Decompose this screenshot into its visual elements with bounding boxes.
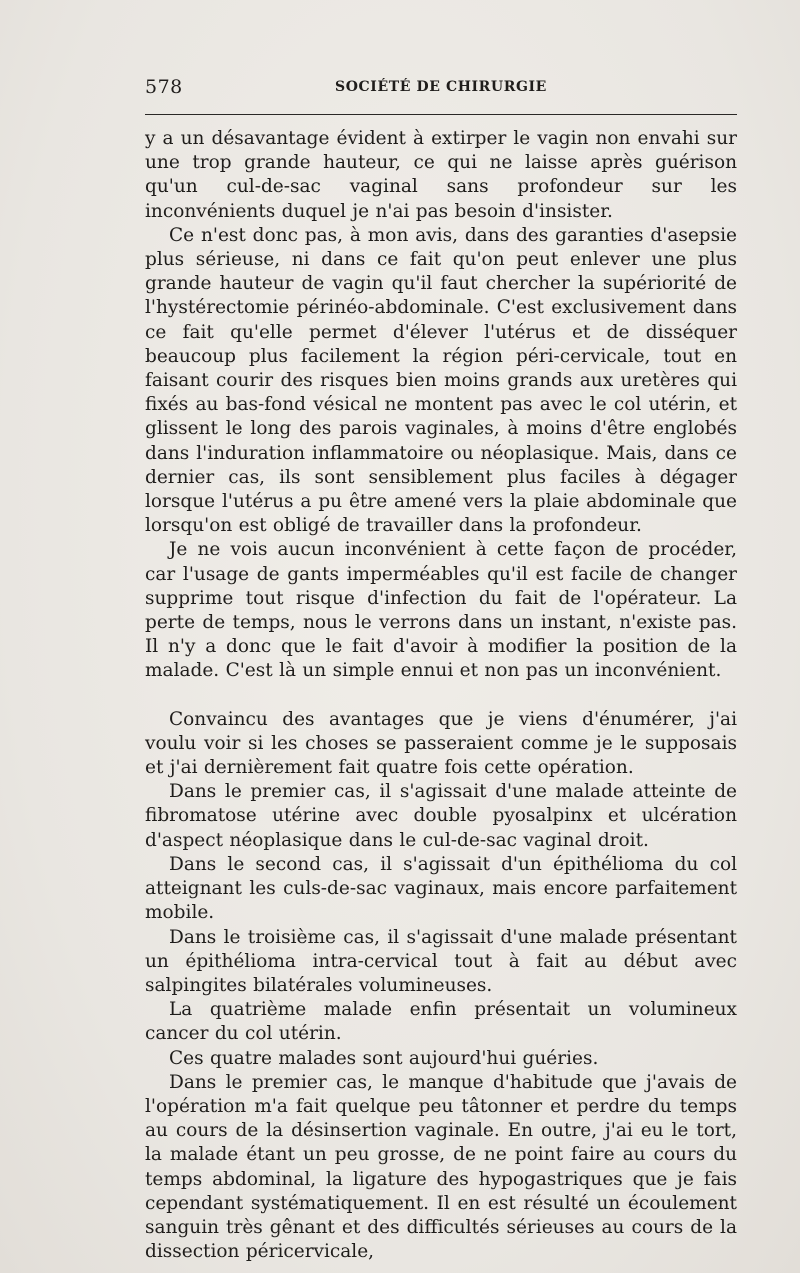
header-rule — [145, 114, 737, 115]
paragraph: Dans le premier cas, il s'agissait d'une malade atteinte de fibromatose utérine avec double pyosalpinx et ulcération d'aspect néoplasique dans le cul-de-sac vaginal droit. — [145, 781, 737, 851]
page-number: 578 — [145, 76, 183, 98]
body-text — [145, 127, 737, 1264]
paragraph: Ces quatre malades sont aujourd'hui guéries. — [169, 1047, 599, 1069]
paragraph: Convaincu des avantages que je viens d'énumérer, j'ai voulu voir si les choses se passeraient comme je le supposais et j'ai dernièrement fait quatre fois cette opération. — [145, 708, 737, 779]
paragraph: Ce n'est donc pas, à mon avis, dans des garanties d'asepsie plus sérieuse, ni dans ce fait qu'on peut enlever une plus grande hauteur de vagin qu'il faut chercher la supériorité de l'hystérectomie périnéo-abdominale. C'est exclusivement dans ce fait qu'elle permet d'élever l'utérus et de disséquer beaucoup plus facilement la région péri-cervicale, tout en faisant courir des risques bien moins grands aux uretères qui fixés au bas-fond vésical ne montent pas avec le col utérin, et glissent le long des parois vaginales, à moins d'être englobés dans l'induration inflammatoire ou néoplasique. Mais, dans ce dernier cas, ils sont sensiblement plus faciles à dégager lorsque l'utérus a pu être amené vers la plaie abdominale que lorsqu'on est obligé de travailler dans la profondeur. — [145, 224, 737, 537]
paragraph: y a un désavantage évident à extirper le vagin non envahi sur une trop grande hauteur, ce qui ne laisse après guérison qu'un cul-de-sac vaginal sans profondeur sur les inconvénients duquel je n'ai pas besoin d'insister. — [145, 128, 737, 222]
paragraph: La quatrième malade enfin présentait un volumineux cancer du col utérin. — [145, 999, 737, 1045]
running-title: SOCIÉTÉ DE CHIRURGIE — [335, 79, 547, 95]
paragraph: Dans le premier cas, le manque d'habitude que j'avais de l'opération m'a fait quelque peu tâtonner et perdre du temps au cours de la désinsertion vaginale. En outre, j'ai eu le tort, la malade étant un peu grosse, de ne point faire au cours du temps abdominal, la ligature des hypogastriques que je fais cependant systématiquement. Il en est résulté un écoulement sanguin très gênant et des difficultés sérieuses au cours de la dissection péricervicale, — [145, 1071, 737, 1263]
paragraph: Dans le second cas, il s'agissait d'un épithélioma du col atteignant les culs-de-sac vaginaux, mais encore parfaitement mobile. — [145, 853, 737, 924]
running-head — [145, 76, 737, 104]
paragraph: Dans le troisième cas, il s'agissait d'une malade présentant un épithélioma intra-cervical tout à fait au début avec salpingites bilatérales volumineuses. — [145, 926, 737, 996]
paragraph: Je ne vois aucun inconvénient à cette façon de procéder, car l'usage de gants imperméables qu'il est facile de changer supprime tout risque d'infection du fait de l'opérateur. La perte de temps, nous le verrons dans un instant, n'existe pas. Il n'y a donc que le fait d'avoir à modifier la position de la malade. C'est là un simple ennui et non pas un inconvénient. — [145, 539, 737, 682]
